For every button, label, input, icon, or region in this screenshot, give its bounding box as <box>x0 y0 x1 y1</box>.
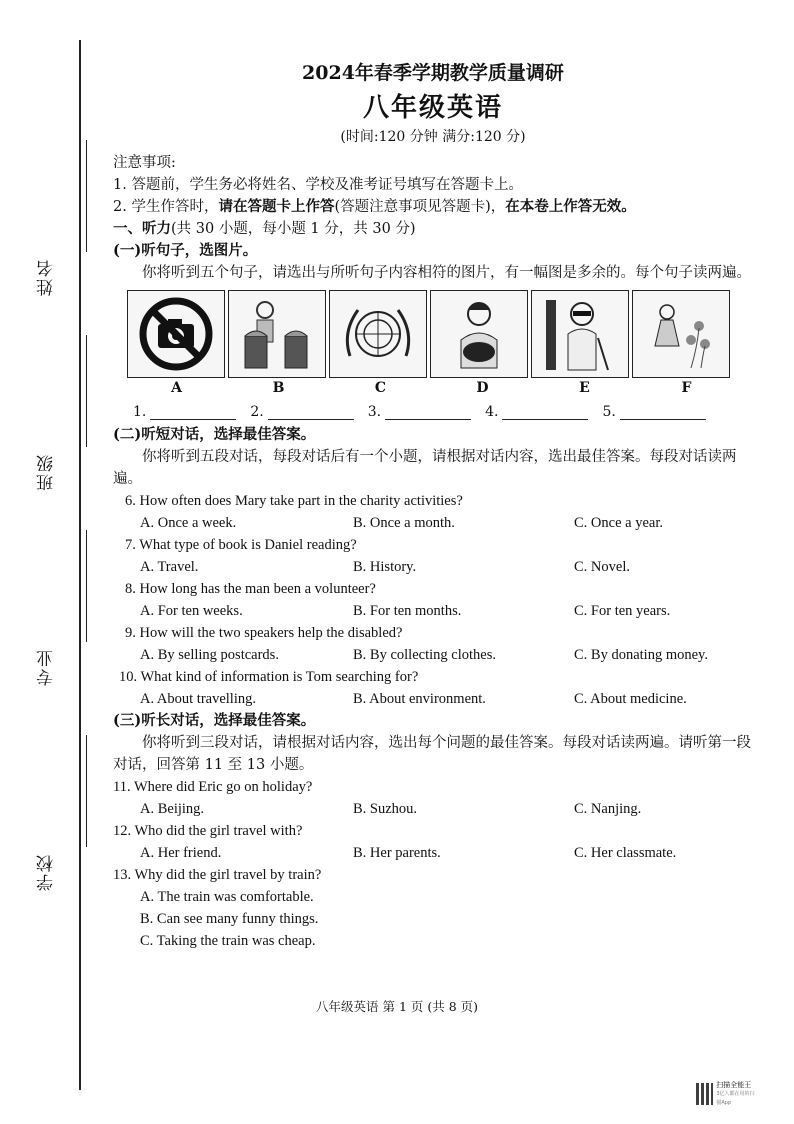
option-b[interactable]: B. For ten months. <box>353 603 462 619</box>
question-11: 11. Where did Eric go on holiday? <box>113 779 313 795</box>
question-13-option-c[interactable]: C. Taking the train was cheap. <box>140 933 316 949</box>
major-label: 专业 <box>37 648 57 686</box>
picture-b <box>228 290 326 378</box>
blank-number: 5. <box>602 404 616 420</box>
exam-title: 2024年春季学期教学质量调研 <box>302 62 564 84</box>
question-10: 10. What kind of information is Tom searching for? <box>119 669 419 685</box>
class-label: 班级 <box>37 453 57 491</box>
picture-label-a: A <box>171 380 182 396</box>
name-field <box>34 140 74 310</box>
question-8: 8. How long has the man been a volunteer? <box>125 581 376 597</box>
part3-title: (三)听长对话，选择最佳答案。 <box>113 712 316 729</box>
answer-blank-2[interactable] <box>250 404 353 420</box>
question-13-option-b[interactable]: B. Can see many funny things. <box>140 911 319 927</box>
scanner-badge-text <box>716 1081 758 1108</box>
picture-label-b: B <box>272 380 285 396</box>
name-line[interactable] <box>86 140 87 252</box>
blank-number: 2. <box>250 404 264 420</box>
major-line[interactable] <box>86 530 87 642</box>
part1-instruction: 你将听到五个句子，请选出与所听句子内容相符的图片，有一幅图是多余的。每个句子读两遍。 <box>142 265 751 281</box>
option-a[interactable]: A. Her friend. <box>140 845 222 861</box>
option-b[interactable]: B. By collecting clothes. <box>353 647 496 663</box>
answer-blank-4[interactable] <box>485 404 588 420</box>
question-6-options <box>140 512 753 534</box>
blank-line[interactable] <box>620 405 706 420</box>
time-info: (时间:120 分钟 满分:120 分) <box>340 129 526 145</box>
major-field <box>34 530 74 700</box>
question-9-options <box>140 644 753 666</box>
picture-f <box>632 290 730 378</box>
option-c[interactable]: C. By donating money. <box>574 647 708 663</box>
part2-title: (二)听短对话，选择最佳答案。 <box>113 426 316 443</box>
question-6: 6. How often does Mary take part in the charity activities? <box>125 493 463 509</box>
picture-label-f: F <box>681 380 692 396</box>
option-c[interactable]: C. Her classmate. <box>574 845 677 861</box>
notice-item-1: 1. 答题前，学生务必将姓名、学校及准考证号填写在答题卡上。 <box>113 177 523 193</box>
option-b[interactable]: B. History. <box>353 559 417 575</box>
part3-instruction: 你将听到三段对话，请根据对话内容，选出每个问题的最佳答案。每段对话读两遍。请听第一段对话，回答第 11 至 13 小题。 <box>113 735 751 773</box>
school-line[interactable] <box>86 735 87 847</box>
blank-number: 3. <box>367 404 382 420</box>
blank-number: 4. <box>485 404 499 420</box>
blank-number: 1. <box>133 404 147 420</box>
option-b[interactable]: B. Once a month. <box>353 515 455 531</box>
no-camera-icon <box>136 296 216 372</box>
answer-blank-5[interactable] <box>602 404 705 420</box>
blank-line[interactable] <box>268 405 354 420</box>
part1-title: (一)听句子，选图片。 <box>113 242 258 259</box>
scanner-badge <box>696 1080 758 1108</box>
girl-with-flowers-icon <box>641 296 721 372</box>
question-13: 13. Why did the girl travel by train? <box>113 867 322 883</box>
picture-label-c: C <box>374 380 387 396</box>
notice-item-2-part-a: 2. 学生作答时， <box>113 199 219 215</box>
part3-questions <box>113 776 753 952</box>
class-line[interactable] <box>86 335 87 447</box>
notice-item-2-part-c: (答题注意事项见答题卡)， <box>334 199 506 215</box>
section1-title: 一、听力 <box>113 220 171 237</box>
option-c[interactable]: C. Novel. <box>574 559 630 575</box>
question-8-options <box>140 600 753 622</box>
option-a[interactable]: A. By selling postcards. <box>140 647 279 663</box>
qr-code-icon <box>696 1083 713 1105</box>
name-label: 姓名 <box>37 258 57 296</box>
picture-d <box>430 290 528 378</box>
option-b[interactable]: B. About environment. <box>353 691 486 707</box>
answer-blanks <box>133 404 753 420</box>
option-c[interactable]: C. About medicine. <box>574 691 687 707</box>
blank-line[interactable] <box>150 405 236 420</box>
exam-page <box>113 58 753 952</box>
option-a[interactable]: A. For ten weeks. <box>140 603 243 619</box>
recycling-bins-icon <box>237 296 317 372</box>
option-a[interactable]: A. Once a week. <box>140 515 237 531</box>
option-c[interactable]: C. For ten years. <box>574 603 671 619</box>
option-b[interactable]: B. Her parents. <box>353 845 441 861</box>
question-7-options <box>140 556 753 578</box>
question-12: 12. Who did the girl travel with? <box>113 823 303 839</box>
picture-label-d: D <box>476 380 489 396</box>
page-footer: 八年级英语 第 1 页 (共 8 页) <box>316 999 478 1014</box>
binding-strip <box>0 0 100 1124</box>
picture-e <box>531 290 629 378</box>
section1-meta: (共 30 小题，每小题 1 分，共 30 分) <box>171 221 416 237</box>
option-a[interactable]: A. About travelling. <box>140 691 256 707</box>
question-7: 7. What type of book is Daniel reading? <box>125 537 357 553</box>
option-c[interactable]: C. Nanjing. <box>574 801 642 817</box>
blind-man-icon <box>540 296 620 372</box>
subject-title: 八年级英语 <box>362 93 503 123</box>
notice-item-2-part-d: 在本卷上作答无效。 <box>505 198 636 215</box>
blank-line[interactable] <box>385 405 471 420</box>
un-emblem-icon <box>338 296 418 372</box>
school-label: 学校 <box>37 853 57 891</box>
picture-labels <box>127 380 753 396</box>
scanner-badge-name: 扫描全能王 <box>716 1080 752 1089</box>
option-a[interactable]: A. Travel. <box>140 559 199 575</box>
blank-line[interactable] <box>502 405 588 420</box>
picture-label-e: E <box>579 380 590 396</box>
scanner-badge-slogan: 3亿人都在用的扫描App <box>716 1090 755 1106</box>
option-c[interactable]: C. Once a year. <box>574 515 663 531</box>
picture-a <box>127 290 225 378</box>
part2-instruction: 你将听到五段对话，每段对话后有一个小题，请根据对话内容，选出最佳答案。每段对话读两遍。 <box>113 449 737 487</box>
picture-c <box>329 290 427 378</box>
option-b[interactable]: B. Suzhou. <box>353 801 418 817</box>
question-12-options <box>140 842 753 864</box>
notice-heading: 注意事项: <box>113 155 176 171</box>
school-field <box>34 735 74 905</box>
picture-row <box>127 290 753 378</box>
binding-line <box>79 40 81 1090</box>
class-field <box>34 335 74 505</box>
question-13-option-a[interactable]: A. The train was comfortable. <box>140 889 314 905</box>
notice-item-2-part-b: 请在答题卡上作答 <box>218 198 335 215</box>
option-a[interactable]: A. Beijing. <box>140 801 205 817</box>
notice-item-2 <box>113 196 753 218</box>
part2-questions <box>113 490 753 710</box>
question-9: 9. How will the two speakers help the disabled? <box>125 625 403 641</box>
question-11-options <box>140 798 753 820</box>
question-10-options <box>140 688 753 710</box>
answer-blank-3[interactable] <box>368 404 471 420</box>
section1-heading <box>113 218 753 240</box>
answer-blank-1[interactable] <box>133 404 236 420</box>
boy-with-bag-icon <box>439 296 519 372</box>
